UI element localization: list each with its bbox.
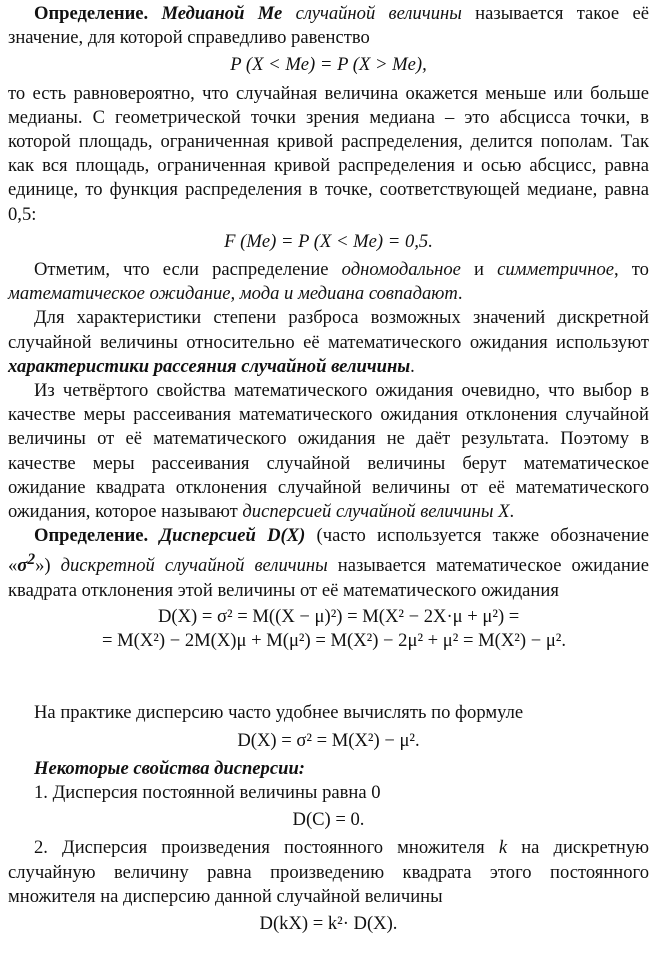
spacer — [8, 653, 649, 701]
property-1: 1. Дисперсия постоянной величины равна 0 — [34, 782, 381, 804]
property-2 — [8, 836, 649, 909]
definition-label: Определение. — [34, 525, 149, 547]
equation-median: P (X < Me) = P (X > Me), — [230, 54, 427, 76]
equation-practical: D(X) = σ² = M(X²) − μ². — [237, 729, 420, 751]
text-fragment: Для характеристики степени разброса возможных значений дискретной случайной величины относительно её математического ожидания используют — [8, 307, 649, 353]
text-fragment: 2. Дисперсия произведения постоянного множителя — [34, 837, 485, 859]
italic-term: дискретной случайной величины — [60, 555, 328, 577]
text-fragment: Из четвёртого свойства математического ожидания очевидно, что выбор в качестве меры рассеивания математического ожидания отклонения случайной величины от её математического ожидания не даёт результата. Поэтому в качестве меры рассеивания случайной величины берут математическое ожидание квадрата отклонения случайной величины от её математического ожидания, которое называют — [8, 380, 649, 523]
definition-median — [8, 2, 649, 50]
paragraph-dispersion-intro — [8, 306, 649, 379]
definition-label: Определение. — [34, 3, 149, 24]
median-context: случайной величины — [295, 3, 462, 24]
text-fragment: ») — [35, 555, 51, 577]
equation-dispersion-line1: D(X) = σ² = M((X − μ)²) = M(X² − 2X·μ + μ²) = — [158, 606, 520, 628]
text-fragment: , то — [614, 259, 649, 281]
equation-dispersion-line2: = M(X²) − 2M(X)μ + M(μ²) = M(X²) − 2μ² + μ² = M(X²) − μ². — [102, 630, 567, 652]
bold-italic-term: характеристики рассеяния случайной величины — [8, 355, 411, 377]
equation-property-2: D(kX) = k²· D(X). — [259, 913, 398, 935]
definition-text: называется такое её значение, для которой справедливо равенство — [8, 3, 649, 49]
text-fragment: Отметим, что если распределение — [34, 259, 329, 281]
equation-property-1: D(C) = 0. — [292, 809, 365, 831]
text-fragment: на дискретную случайную величину равна произведению квадрата этого постоянного множителя на дисперсию данной случайной величины — [8, 837, 650, 907]
paragraph-symmetric — [8, 258, 649, 306]
text-fragment: . — [457, 283, 463, 305]
italic-term: дисперсией случайной величины X — [242, 501, 510, 523]
dispersion-term: Дисперсией D(X) — [159, 525, 306, 547]
paragraph-practice: На практике дисперсию часто удобнее вычислять по формуле — [34, 702, 524, 724]
text-fragment: . — [410, 355, 415, 377]
text-fragment: называется математическое ожидание квадрата отклонения этой величины от её математического ожидания — [8, 555, 649, 601]
italic-symmetric: симметричное — [497, 259, 615, 281]
italic-conclusion: математическое ожидание, мода и медиана совпадают — [8, 283, 458, 305]
paragraph-dispersion-reason — [8, 379, 649, 524]
text-fragment: и — [474, 259, 484, 281]
superscript: 2 — [27, 551, 36, 569]
definition-dispersion — [8, 524, 649, 603]
italic-unimodal: одномодальное — [341, 259, 461, 281]
italic-k: k — [498, 837, 508, 859]
equation-distribution: F (Me) = P (X < Me) = 0,5. — [224, 230, 433, 252]
text-fragment: (часто используется также обозначение « — [8, 525, 649, 577]
heading-properties: Некоторые свойства дисперсии: — [34, 757, 305, 779]
text-fragment: . — [509, 501, 515, 523]
paragraph-median-geometry: то есть равновероятно, что случайная величина окажется меньше или больше медианы. С геометрической точки зрения медиана – это абсцисса точки, в которой площадь, ограниченная кривой распределения, делится пополам. Так как вся площадь, ограниченная кривой распределения и осью абсцисс, равна единице, то функция распределения в точке, соответствующей медиане, равна 0,5: — [8, 82, 649, 225]
sigma-symbol: σ — [17, 555, 28, 577]
median-term: Медианой Ме — [161, 3, 283, 24]
